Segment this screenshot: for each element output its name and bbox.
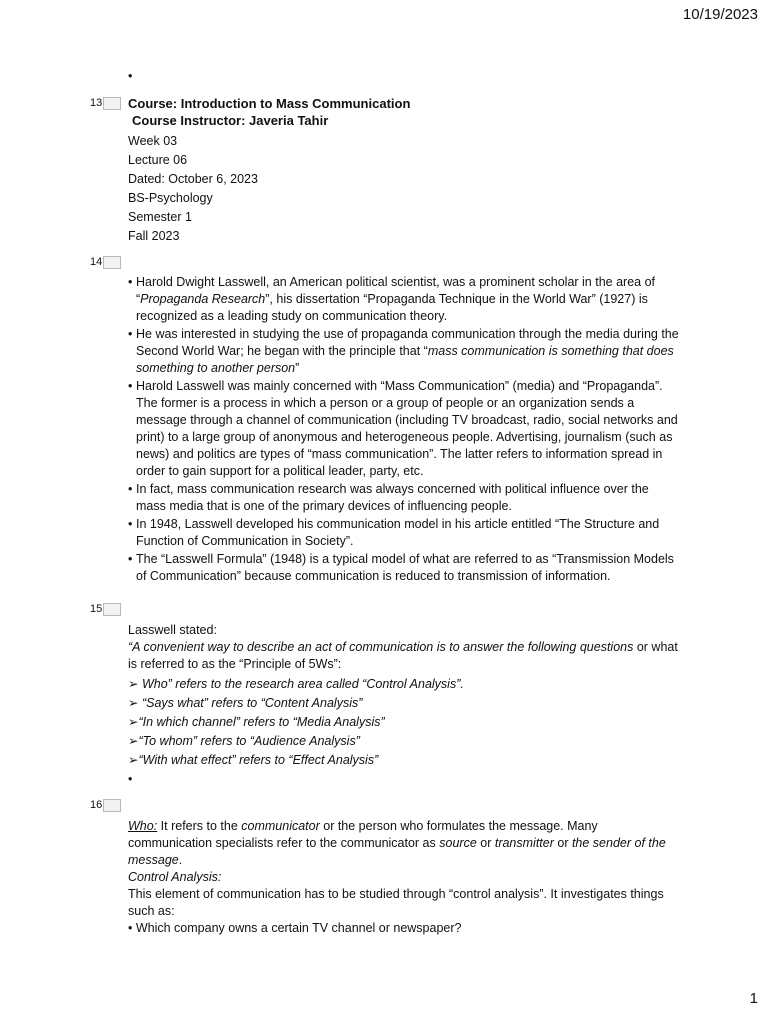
- info-term: Fall 2023: [128, 229, 180, 243]
- lasswell-intro: Lasswell stated:: [128, 623, 217, 637]
- list-item: • He was interested in studying the use of propaganda communication through the media during the Second World War; he began with the principle that “mass communication is something that does something to another person”: [128, 326, 680, 377]
- slide-16-marker[interactable]: [90, 798, 121, 812]
- slide-13-notes: [128, 95, 680, 246]
- list-item: • In fact, mass communication research was always concerned with political influence over the mass media that is one of the primary devices of influencing people.: [128, 481, 680, 515]
- course-instructor: Course Instructor: Javeria Tahir: [132, 113, 329, 128]
- slide-14-notes: [128, 274, 680, 586]
- info-semester: Semester 1: [128, 210, 192, 224]
- slide-16-notes: [128, 818, 680, 937]
- slide-thumbnail-icon[interactable]: [103, 603, 121, 616]
- info-date: Dated: October 6, 2023: [128, 172, 258, 186]
- slide-15-notes: [128, 622, 680, 789]
- course-info: [128, 132, 680, 246]
- slide-thumbnail-icon[interactable]: [103, 97, 121, 110]
- who-paragraph: Who: It refers to the communicator or the person who formulates the message. Many communication specialists refer to the communicator as source or transmitter or the sender of the message.: [128, 819, 666, 867]
- list-item: • In 1948, Lasswell developed his communication model in his article entitled “The Structure and Function of Communication in Society”.: [128, 516, 680, 550]
- control-analysis-label: Control Analysis:: [128, 870, 222, 884]
- lasswell-quote: “A convenient way to describe an act of communication is to answer the following questions or what is referred to as the “Principle of 5Ws”:: [128, 640, 678, 671]
- list-item: • The “Lasswell Formula” (1948) is a typical model of what are referred to as “Transmission Models of Communication” because communication is reduced to transmission of information.: [128, 551, 680, 585]
- info-week: Week 03: [128, 134, 178, 148]
- slide-13-marker[interactable]: [90, 96, 121, 110]
- control-analysis-text: This element of communication has to be studied through “control analysis”. It investigates things such as:: [128, 887, 664, 918]
- control-question: • Which company owns a certain TV channel or newspaper?: [128, 921, 462, 935]
- list-item: ➢“With what effect” refers to “Effect Analysis”: [128, 753, 379, 767]
- slide-number: 13: [90, 97, 103, 109]
- slide-thumbnail-icon[interactable]: [103, 256, 121, 269]
- course-title: Course: Introduction to Mass Communication: [128, 96, 411, 111]
- info-program: BS-Psychology: [128, 191, 213, 205]
- list-item: ➢ “Says what” refers to “Content Analysis”: [128, 696, 363, 710]
- page-number: 1: [749, 990, 758, 1007]
- list-item: ➢ Who” refers to the research area called “Control Analysis”.: [128, 677, 464, 691]
- slide-number: 16: [90, 799, 103, 811]
- list-item: ➢“To whom” refers to “Audience Analysis”: [128, 734, 360, 748]
- list-item: • Harold Lasswell was mainly concerned with “Mass Communication” (media) and “Propaganda”. The former is a process in which a person or a group of people or an organization sends a message through a channel of communication (including TV broadcast, radio, social networks and print) to a large group of anonymous and heterogeneous people. Advertising, journalism (such as news) and politics are types of “mass communication”. The latter refers to information spread in order to gain support for a political leader, party, etc.: [128, 378, 680, 480]
- slide-14-marker[interactable]: [90, 255, 121, 269]
- stray-bullet: •: [128, 69, 133, 83]
- slide-number: 14: [90, 256, 103, 268]
- document-date: 10/19/2023: [682, 6, 758, 23]
- info-lecture: Lecture 06: [128, 153, 188, 167]
- slide-15-marker[interactable]: [90, 602, 121, 616]
- list-item: • Harold Dwight Lasswell, an American political scientist, was a prominent scholar in the area of “Propaganda Research”, his dissertation “Propaganda Technique in the World War” (1927) is recognized as a leading study on communication theory.: [128, 274, 680, 325]
- slide-number: 15: [90, 603, 103, 615]
- five-ws-list: [128, 675, 680, 789]
- list-item: •: [128, 772, 133, 786]
- slide-thumbnail-icon[interactable]: [103, 799, 121, 812]
- list-item: ➢“In which channel” refers to “Media Analysis”: [128, 715, 385, 729]
